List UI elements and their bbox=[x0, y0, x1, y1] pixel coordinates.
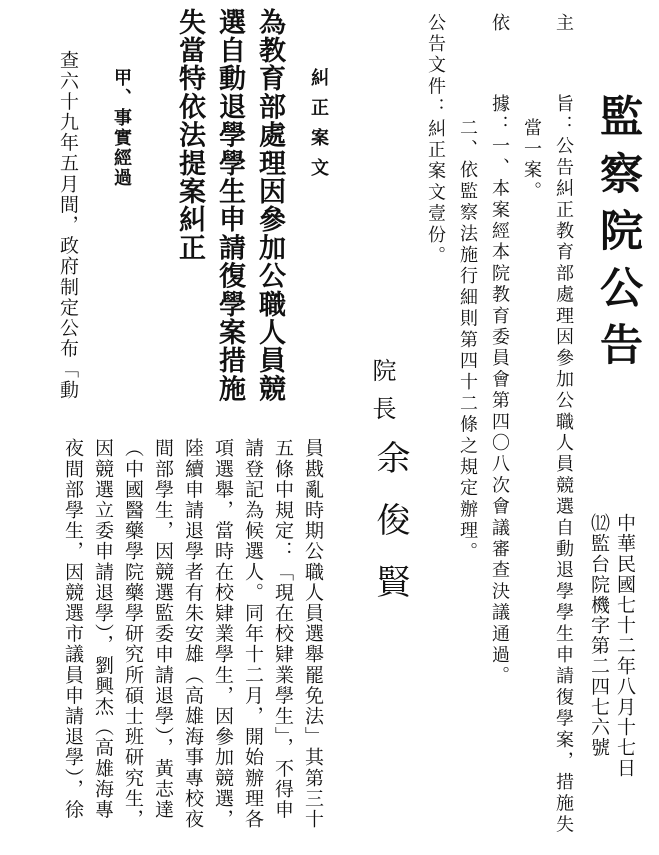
paragraph-line-6: 陸續申請退學者有朱安雄（高雄海事專校夜 bbox=[182, 438, 204, 830]
document-number: ⑿監台院機字第二四七六號 bbox=[588, 513, 610, 758]
paragraph-line-7: 間部學生，因競選監委申請退學），黃志達 bbox=[152, 438, 174, 820]
attachment-line: 公告文件：糾正案文壹份。 bbox=[425, 13, 446, 268]
paragraph-line-1: 查六十九年五月間，政府制定公布「動 bbox=[57, 50, 79, 401]
correction-title-line-3: 失當特依法提案糾正 bbox=[174, 8, 205, 262]
basis-item-1: 據：一、本案經本院教育委員會第四〇八次會議審查決議通過。 bbox=[489, 94, 510, 688]
paragraph-line-10: 夜間部學生，因競選市議員申請退學），徐 bbox=[62, 438, 84, 820]
subject-text-continued: 當一案。 bbox=[521, 118, 542, 203]
paragraph-line-3: 五條中規定：「現在校肄業學生」，不得申 bbox=[272, 438, 294, 820]
correction-title-line-2: 選自動退學學生申請復學案措施 bbox=[214, 8, 245, 403]
notice-title: 監察院公告 bbox=[593, 94, 643, 379]
paragraph-line-8: （中國醫藥學院藥學研究所碩士班研究生， bbox=[122, 438, 144, 830]
correction-heading: 糾正案文 bbox=[308, 68, 329, 188]
date-line: 中華民國七十二年八月十七日 bbox=[614, 513, 636, 779]
correction-title-line-1: 為教育部處理因參加公職人員競 bbox=[254, 8, 285, 403]
signature-name: 余俊賢 bbox=[370, 440, 410, 626]
signature-office: 院長 bbox=[368, 358, 396, 434]
paragraph-line-9: 因競選立委申請退學），劉興杰（高雄海專 bbox=[92, 438, 114, 820]
paragraph-line-2: 員戡亂時期公職人員選舉罷免法」其第三十 bbox=[302, 438, 324, 830]
basis-item-2: 二、依監察法施行細則第四十二條之規定辦理。 bbox=[457, 118, 478, 564]
subject-label: 主 bbox=[553, 13, 574, 35]
paragraph-line-5: 項選舉，當時在校肄業學生，因參加競選， bbox=[212, 438, 234, 830]
section-a-heading: 甲、事實經過 bbox=[111, 68, 132, 188]
subject-text: 旨：公告糾正教育部處理因參加公職人員競選自動退學學生申請復學案，措施失 bbox=[553, 94, 574, 836]
basis-label: 依 bbox=[489, 13, 510, 35]
paragraph-line-4: 請登記為候選人。同年十二月，開始辦理各 bbox=[242, 438, 264, 830]
